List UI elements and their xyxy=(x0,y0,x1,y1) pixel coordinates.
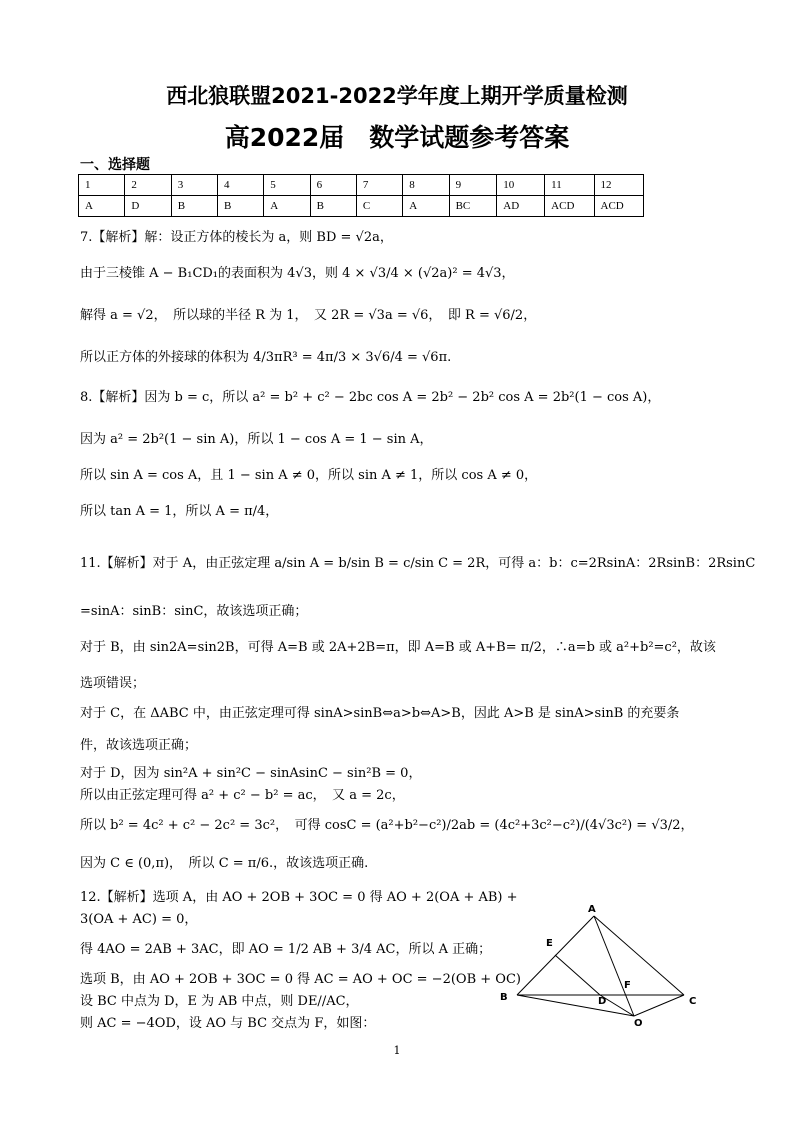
document-title: 西北狼联盟2021-2022学年度上期开学质量检测 xyxy=(166,84,628,108)
answer-cell: A xyxy=(403,196,449,217)
answer-cell: A xyxy=(264,196,310,217)
question-number: 1 xyxy=(79,175,125,196)
q7-line-4: 所以正方体的外接球的体积为 4/3πR³ = 4π/3 × 3√6/4 = √6π. xyxy=(80,350,452,365)
answer-cell: ACD xyxy=(594,196,643,217)
answer-cell: D xyxy=(125,196,171,217)
answer-table-numbers-row xyxy=(79,175,644,196)
question-number: 4 xyxy=(218,175,264,196)
segment-de xyxy=(555,955,600,995)
segment-ac xyxy=(594,916,684,995)
q11-line-4: 选项错误； xyxy=(80,676,146,691)
answer-cell: C xyxy=(356,196,402,217)
q11-line-3: 对于 B，由 sin2A=sin2B，可得 A=B 或 2A+2B=π，即 A=B 或 A+B= π/2，∴a=b 或 a²+b²=c²，故该 xyxy=(80,640,716,655)
q11-line-6: 件，故该选项正确； xyxy=(80,738,198,753)
section-heading-multiple-choice: 一、选择题 xyxy=(80,157,150,173)
q11-line-8: 所以由正弦定理可得 a² + c² − b² = ac， 又 a = 2c， xyxy=(80,788,405,803)
question-number: 6 xyxy=(310,175,356,196)
page-number: 1 xyxy=(393,1044,401,1057)
q12-line-3: 得 4AO = 2AB + 3AC，即 AO = 1/2 AB + 3/4 AC，所以 A 正确； xyxy=(80,942,492,957)
q11-line-9: 所以 b² = 4c² + c² − 2c² = 3c²， 可得 cosC = (a²+b²−c²)/2ab = (4c²+3c²−c²)/(4√3c²) = √3/2， xyxy=(80,818,694,833)
triangle-figure xyxy=(490,900,710,1035)
q8-line-4: 所以 tan A = 1，所以 A = π/4， xyxy=(80,504,279,519)
label-e: E xyxy=(546,938,553,949)
question-number: 5 xyxy=(264,175,310,196)
label-f: F xyxy=(624,980,631,991)
label-o: O xyxy=(634,1018,643,1029)
q12-line-6: 则 AC = −4OD，设 AO 与 BC 交点为 F，如图： xyxy=(80,1016,376,1031)
label-d: D xyxy=(598,996,607,1007)
q11-line-10: 因为 C ∈ (0,π)， 所以 C = π/6.，故该选项正确. xyxy=(80,856,369,871)
answer-cell: AD xyxy=(497,196,545,217)
question-number: 9 xyxy=(449,175,497,196)
q12-line-2: 3(OA + AC) = 0， xyxy=(80,912,198,927)
question-number: 3 xyxy=(171,175,217,196)
q8-line-1: 8.【解析】因为 b = c，所以 a² = b² + c² − 2bc cos A = 2b² − 2b² cos A = 2b²(1 − cos A)， xyxy=(80,390,661,405)
q11-line-5: 对于 C，在 ΔABC 中，由正弦定理可得 sinA>sinB⇔a>b⇔A>B，因此 A>B 是 sinA>sinB 的充要条 xyxy=(80,706,680,721)
q8-line-3: 所以 sin A = cos A，且 1 − sin A ≠ 0，所以 sin A ≠ 1，所以 cos A ≠ 0， xyxy=(80,468,538,483)
answer-cell: B xyxy=(171,196,217,217)
answer-table xyxy=(78,174,644,217)
q11-line-2: =sinA：sinB：sinC，故该选项正确； xyxy=(80,604,308,619)
q11-line-7: 对于 D，因为 sin²A + sin²C − sinAsinC − sin²B = 0， xyxy=(80,766,422,781)
segment-co xyxy=(634,995,684,1016)
answer-cell: A xyxy=(79,196,125,217)
question-number: 10 xyxy=(497,175,545,196)
q11-line-1: 11.【解析】对于 A，由正弦定理 a/sin A = b/sin B = c/sin C = 2R，可得 a：b：c=2RsinA：2RsinB：2RsinC xyxy=(80,556,756,571)
label-b: B xyxy=(500,992,508,1003)
answer-table-answers-row xyxy=(79,196,644,217)
document-subtitle: 高2022届 数学试题参考答案 xyxy=(224,123,570,152)
question-number: 8 xyxy=(403,175,449,196)
label-a: A xyxy=(588,904,596,915)
q12-line-5: 设 BC 中点为 D，E 为 AB 中点，则 DE//AC， xyxy=(80,994,359,1009)
q8-line-2: 因为 a² = 2b²(1 − sin A)，所以 1 − cos A = 1 − sin A， xyxy=(80,432,433,447)
q12-line-4: 选项 B，由 AO + 2OB + 3OC = 0 得 AC = AO + OC = −2(OB + OC) xyxy=(80,972,521,987)
q12-line-1: 12.【解析】选项 A，由 AO + 2OB + 3OC = 0 得 AO + 2(OA + AB) + xyxy=(80,890,518,905)
label-c: C xyxy=(689,996,697,1007)
answer-cell: BC xyxy=(449,196,497,217)
q7-line-3: 解得 a = √2， 所以球的半径 R 为 1， 又 2R = √3a = √6， 即 R = √6/2， xyxy=(80,308,537,323)
answer-cell: ACD xyxy=(545,196,594,217)
answer-cell: B xyxy=(310,196,356,217)
question-number: 7 xyxy=(356,175,402,196)
q7-line-2: 由于三棱锥 A − B₁CD₁的表面积为 4√3，则 4 × √3/4 × (√2a)² = 4√3， xyxy=(80,266,515,281)
q7-line-1: 7.【解析】解：设正方体的棱长为 a，则 BD = √2a， xyxy=(80,230,393,245)
question-number: 11 xyxy=(545,175,594,196)
question-number: 2 xyxy=(125,175,171,196)
question-number: 12 xyxy=(594,175,643,196)
answer-cell: B xyxy=(218,196,264,217)
